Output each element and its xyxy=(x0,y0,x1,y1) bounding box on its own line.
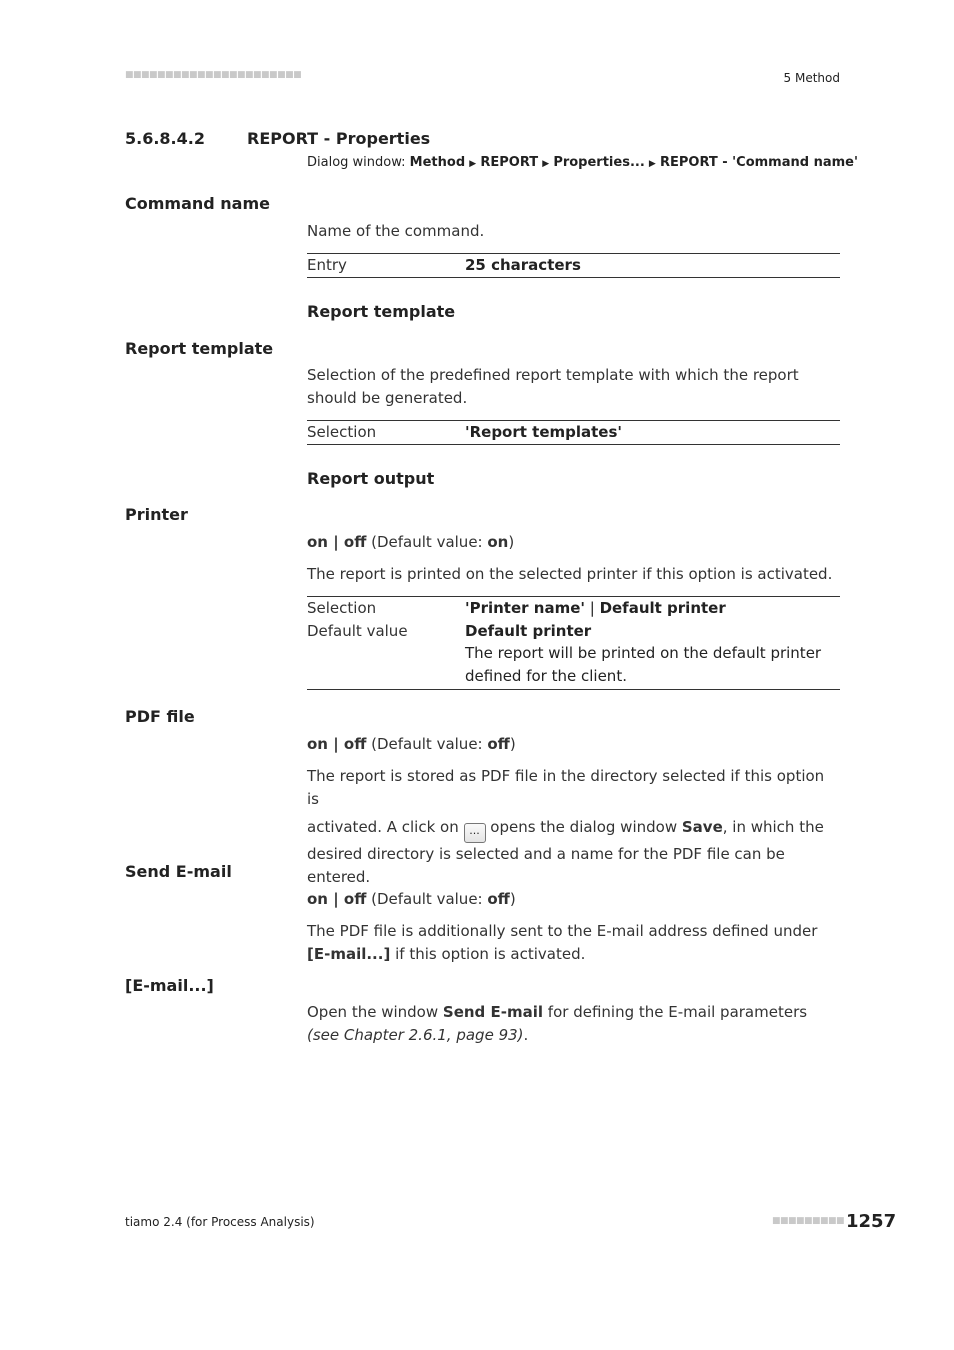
email-button-desc xyxy=(307,1001,840,1046)
send-email-desc-b: [E-mail...] xyxy=(307,944,391,963)
save-window-name: Save xyxy=(681,818,723,836)
path-arrow-icon: ▶ xyxy=(469,159,477,169)
printer-selection-key: Selection xyxy=(307,599,377,617)
header-dots: ■■■■■■■■■■■■■■■■■■■■■■ xyxy=(125,70,302,80)
send-email-onoff-values: on | off xyxy=(307,890,367,908)
printer-default-prefix: (Default value: xyxy=(366,533,488,551)
selection-key: Selection xyxy=(307,423,377,441)
send-email-default-prefix: (Default value: xyxy=(366,890,488,908)
command-name-label: Command name xyxy=(125,194,270,213)
path-arrow-icon: ▶ xyxy=(648,159,656,169)
pdf-default-suffix: ) xyxy=(509,735,516,753)
dialog-prefix: Dialog window: xyxy=(307,155,410,170)
printer-default-key: Default value xyxy=(307,621,408,640)
pdf-onoff xyxy=(307,733,840,756)
email-desc-b: Send E-mail xyxy=(442,1003,544,1021)
printer-label: Printer xyxy=(125,505,188,524)
pdf-desc xyxy=(307,765,840,888)
printer-desc: The report is printed on the selected printer if this option is activated. xyxy=(307,565,833,583)
report-template-table xyxy=(307,420,840,445)
email-desc-c: for defining the E-mail parameters xyxy=(543,1003,808,1021)
dialog-path-report: REPORT xyxy=(480,155,539,170)
dialog-path-window: REPORT - 'Command name' xyxy=(659,155,858,170)
pdf-file-label: PDF file xyxy=(125,707,195,726)
header-chapter: 5 Method xyxy=(783,71,840,85)
footer-dots: ■■■■■■■■■ xyxy=(772,1216,845,1226)
printer-table xyxy=(307,596,840,690)
default-printer-value: Default printer xyxy=(599,599,726,617)
send-email-desc xyxy=(307,920,840,965)
email-desc-e: . xyxy=(523,1025,529,1044)
pdf-desc-line3: desired directory is selected and a name for the PDF file can be entered. xyxy=(307,845,785,886)
printer-name-value: 'Printer name' xyxy=(465,599,585,617)
section-title: REPORT - Properties xyxy=(247,129,431,148)
footer-product: tiamo 2.4 (for Process Analysis) xyxy=(125,1215,315,1229)
send-email-onoff xyxy=(307,888,840,911)
chapter-reference-link[interactable]: (see Chapter 2.6.1, page 93) xyxy=(307,1025,524,1044)
report-template-label: Report template xyxy=(125,339,274,358)
command-name-table xyxy=(307,253,840,278)
report-output-subheading: Report output xyxy=(307,469,435,488)
printer-onoff xyxy=(307,531,840,554)
entry-key: Entry xyxy=(307,256,347,274)
dialog-path xyxy=(307,155,858,170)
pdf-desc-line2 xyxy=(307,816,840,843)
report-template-desc: Selection of the predefined report template with which the report should be generated. xyxy=(307,366,799,407)
email-desc-a: Open the window xyxy=(307,1003,443,1021)
printer-default-desc: The report will be printed on the default printer defined for the client. xyxy=(465,644,822,685)
send-email-label: Send E-mail xyxy=(125,862,232,881)
printer-sel-sep: | xyxy=(584,599,600,617)
selection-value: 'Report templates' xyxy=(465,423,622,441)
send-email-desc-a: The PDF file is additionally sent to the E-mail address defined under xyxy=(307,922,818,940)
pdf-default-value: off xyxy=(487,735,510,753)
page-number: 1257 xyxy=(846,1211,897,1232)
printer-default-suffix: ) xyxy=(508,533,515,551)
pdf-default-prefix: (Default value: xyxy=(366,735,488,753)
pdf-desc-2a: activated. A click on xyxy=(307,818,464,836)
pdf-onoff-values: on | off xyxy=(307,735,367,753)
report-template-subheading: Report template xyxy=(307,302,456,321)
printer-onoff-values: on | off xyxy=(307,533,367,551)
printer-default-value-cell: Default printer xyxy=(465,621,592,640)
pdf-desc-2c: , in which the xyxy=(722,818,824,836)
send-email-default-value: off xyxy=(487,890,510,908)
section-number: 5.6.8.4.2 xyxy=(125,129,205,148)
dialog-path-method: Method xyxy=(409,155,466,170)
printer-default-value: on xyxy=(487,533,509,551)
email-button-label: [E-mail...] xyxy=(125,976,214,995)
browse-button[interactable]: ... xyxy=(464,823,486,843)
entry-value: 25 characters xyxy=(465,256,581,274)
send-email-desc-c: if this option is activated. xyxy=(390,944,586,963)
send-email-default-suffix: ) xyxy=(509,890,516,908)
pdf-desc-line1: The report is stored as PDF file in the directory selected if this option is xyxy=(307,767,825,808)
dialog-path-properties: Properties... xyxy=(553,155,645,170)
path-arrow-icon: ▶ xyxy=(542,159,550,169)
command-name-desc: Name of the command. xyxy=(307,222,485,240)
pdf-desc-2b: opens the dialog window xyxy=(485,818,682,836)
